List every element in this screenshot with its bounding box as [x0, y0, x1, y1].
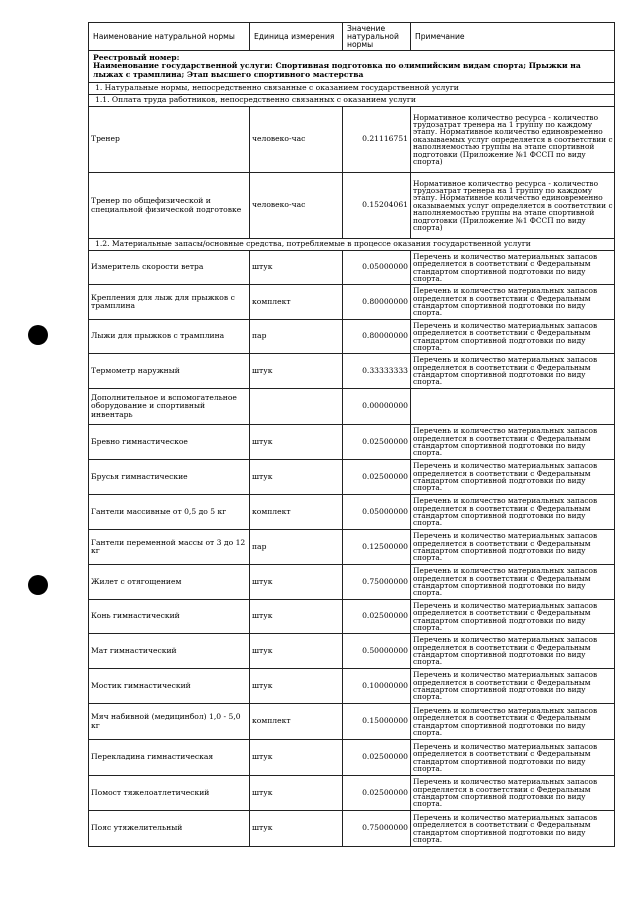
norm-name-cell: Гантели массивные от 0,5 до 5 кг	[89, 495, 250, 530]
unit-cell: штук	[250, 811, 343, 847]
value-cell: 0.50000000	[343, 634, 411, 669]
note-cell: Перечень и количество материальных запасов определяется в соответствии с Федеральным стандартом спортивной подготовки по виду спорта.	[411, 740, 615, 776]
value-cell: 0.75000000	[343, 811, 411, 847]
table-row	[89, 811, 615, 847]
note-cell: Нормативное количество ресурса - количество трудозатрат тренера на 1 группу по каждому этапу. Нормативное количество единовременно оказываемых услуг определяется в соответствии с наполняемостью группы на этапе спортивной подготовки (Приложение №1 ФССП по виду спорта)	[411, 173, 615, 239]
service-name: Наименование государственной услуги: Спортивная подготовка по олимпийским видам спорта; Прыжки на лыжах с трамплина; Этап высшего спортивного мастерства	[93, 61, 581, 79]
unit-cell: штук	[250, 740, 343, 776]
value-cell: 0.02500000	[343, 600, 411, 634]
note-cell: Перечень и количество материальных запасов определяется в соответствии с Федеральным стандартом спортивной подготовки по виду спорта.	[411, 251, 615, 285]
value-cell: 0.33333333	[343, 354, 411, 389]
note-cell: Перечень и количество материальных запасов определяется в соответствии с Федеральным стандартом спортивной подготовки по виду спорта.	[411, 285, 615, 320]
section-title-1-2: 1.2. Материальные запасы/основные средства, потребляемые в процессе оказания государственной услуги	[89, 239, 615, 251]
registry-cell	[89, 51, 615, 83]
norm-name-cell: Тренер	[89, 107, 250, 173]
value-cell: 0.02500000	[343, 460, 411, 495]
norms-table	[88, 22, 615, 847]
note-cell: Перечень и количество материальных запасов определяется в соответствии с Федеральным стандартом спортивной подготовки по виду спорта.	[411, 495, 615, 530]
norm-name-cell: Бревно гимнастическое	[89, 425, 250, 460]
table-row	[89, 107, 615, 173]
note-cell: Перечень и количество материальных запасов определяется в соответствии с Федеральным стандартом спортивной подготовки по виду спорта.	[411, 669, 615, 704]
table-row	[89, 320, 615, 354]
unit-cell: штук	[250, 669, 343, 704]
value-cell: 0.15204061	[343, 173, 411, 239]
norm-name-cell: Помост тяжелоатлетический	[89, 776, 250, 811]
note-cell: Перечень и количество материальных запасов определяется в соответствии с Федеральным стандартом спортивной подготовки по виду спорта.	[411, 704, 615, 740]
note-cell: Перечень и количество материальных запасов определяется в соответствии с Федеральным стандартом спортивной подготовки по виду спорта.	[411, 530, 615, 565]
unit-cell	[250, 389, 343, 425]
value-cell: 0.80000000	[343, 285, 411, 320]
registry-row	[89, 51, 615, 83]
unit-cell: штук	[250, 425, 343, 460]
note-cell: Перечень и количество материальных запасов определяется в соответствии с Федеральным стандартом спортивной подготовки по виду спорта.	[411, 600, 615, 634]
note-cell: Перечень и количество материальных запасов определяется в соответствии с Федеральным стандартом спортивной подготовки по виду спорта.	[411, 776, 615, 811]
punch-hole-bottom	[28, 575, 48, 595]
unit-cell: штук	[250, 634, 343, 669]
table-row	[89, 530, 615, 565]
section-row	[89, 95, 615, 107]
unit-cell: комплект	[250, 285, 343, 320]
note-cell	[411, 389, 615, 425]
table-row	[89, 425, 615, 460]
note-cell: Перечень и количество материальных запасов определяется в соответствии с Федеральным стандартом спортивной подготовки по виду спорта.	[411, 565, 615, 600]
note-cell: Перечень и количество материальных запасов определяется в соответствии с Федеральным стандартом спортивной подготовки по виду спорта.	[411, 425, 615, 460]
note-cell: Перечень и количество материальных запасов определяется в соответствии с Федеральным стандартом спортивной подготовки по виду спорта.	[411, 354, 615, 389]
unit-cell: человеко-час	[250, 107, 343, 173]
table-row	[89, 740, 615, 776]
note-cell: Перечень и количество материальных запасов определяется в соответствии с Федеральным стандартом спортивной подготовки по виду спорта.	[411, 460, 615, 495]
section-title-1: 1. Натуральные нормы, непосредственно связанные с оказанием государственной услуги	[89, 83, 615, 95]
table-row	[89, 669, 615, 704]
norm-name-cell: Конь гимнастический	[89, 600, 250, 634]
norm-name-cell: Гантели переменной массы от 3 до 12 кг	[89, 530, 250, 565]
norm-name-cell: Крепления для лыж для прыжков с трамплина	[89, 285, 250, 320]
norm-name-cell: Дополнительное и вспомогательное оборудование и спортивный инвентарь	[89, 389, 250, 425]
value-cell: 0.02500000	[343, 776, 411, 811]
table-row	[89, 354, 615, 389]
unit-cell: штук	[250, 600, 343, 634]
table-row	[89, 704, 615, 740]
norm-name-cell: Мяч набивной (медицинбол) 1,0 - 5,0 кг	[89, 704, 250, 740]
header-unit: Единица измерения	[250, 23, 343, 51]
table-row	[89, 565, 615, 600]
norm-name-cell: Мат гимнастический	[89, 634, 250, 669]
value-cell: 0.80000000	[343, 320, 411, 354]
unit-cell: штук	[250, 776, 343, 811]
value-cell: 0.10000000	[343, 669, 411, 704]
table-row	[89, 634, 615, 669]
note-cell: Нормативное количество ресурса - количество трудозатрат тренера на 1 группу по каждому этапу. Нормативное количество единовременно оказываемых услуг определяется в соответствии с наполняемостью группы на этапе спортивной подготовки (Приложение №1 ФССП по виду спорта)	[411, 107, 615, 173]
norm-name-cell: Жилет с отягощением	[89, 565, 250, 600]
value-cell: 0.00000000	[343, 389, 411, 425]
note-cell: Перечень и количество материальных запасов определяется в соответствии с Федеральным стандартом спортивной подготовки по виду спорта.	[411, 811, 615, 847]
table-row	[89, 460, 615, 495]
value-cell: 0.75000000	[343, 565, 411, 600]
punch-hole-top	[28, 325, 48, 345]
unit-cell: штук	[250, 460, 343, 495]
header-value: Значение натуральной нормы	[343, 23, 411, 51]
norm-name-cell: Термометр наружный	[89, 354, 250, 389]
table-row	[89, 389, 615, 425]
unit-cell: комплект	[250, 704, 343, 740]
section-row	[89, 83, 615, 95]
norm-name-cell: Пояс утяжелительный	[89, 811, 250, 847]
table-row	[89, 251, 615, 285]
table-row	[89, 285, 615, 320]
table-row	[89, 495, 615, 530]
table-row	[89, 173, 615, 239]
unit-cell: штук	[250, 565, 343, 600]
section-title-1-1: 1.1. Оплата труда работников, непосредственно связанных с оказанием услуги	[89, 95, 615, 107]
note-cell: Перечень и количество материальных запасов определяется в соответствии с Федеральным стандартом спортивной подготовки по виду спорта.	[411, 634, 615, 669]
norm-name-cell: Перекладина гимнастическая	[89, 740, 250, 776]
norm-name-cell: Брусья гимнастические	[89, 460, 250, 495]
note-cell: Перечень и количество материальных запасов определяется в соответствии с Федеральным стандартом спортивной подготовки по виду спорта.	[411, 320, 615, 354]
norm-name-cell: Тренер по общефизической и специальной физической подготовке	[89, 173, 250, 239]
norm-name-cell: Лыжи для прыжков с трамплина	[89, 320, 250, 354]
table-header-row	[89, 23, 615, 51]
value-cell: 0.02500000	[343, 740, 411, 776]
value-cell: 0.05000000	[343, 495, 411, 530]
value-cell: 0.21116751	[343, 107, 411, 173]
table-row	[89, 776, 615, 811]
unit-cell: штук	[250, 354, 343, 389]
value-cell: 0.12500000	[343, 530, 411, 565]
unit-cell: пар	[250, 320, 343, 354]
header-note: Примечание	[411, 23, 615, 51]
value-cell: 0.15000000	[343, 704, 411, 740]
unit-cell: комплект	[250, 495, 343, 530]
table-row	[89, 600, 615, 634]
value-cell: 0.05000000	[343, 251, 411, 285]
unit-cell: человеко-час	[250, 173, 343, 239]
section-row	[89, 239, 615, 251]
header-norm-name: Наименование натуральной нормы	[89, 23, 250, 51]
unit-cell: штук	[250, 251, 343, 285]
norm-name-cell: Измеритель скорости ветра	[89, 251, 250, 285]
norm-name-cell: Мостик гимнастический	[89, 669, 250, 704]
unit-cell: пар	[250, 530, 343, 565]
value-cell: 0.02500000	[343, 425, 411, 460]
registry-number-label: Реестровый номер:	[93, 52, 180, 62]
